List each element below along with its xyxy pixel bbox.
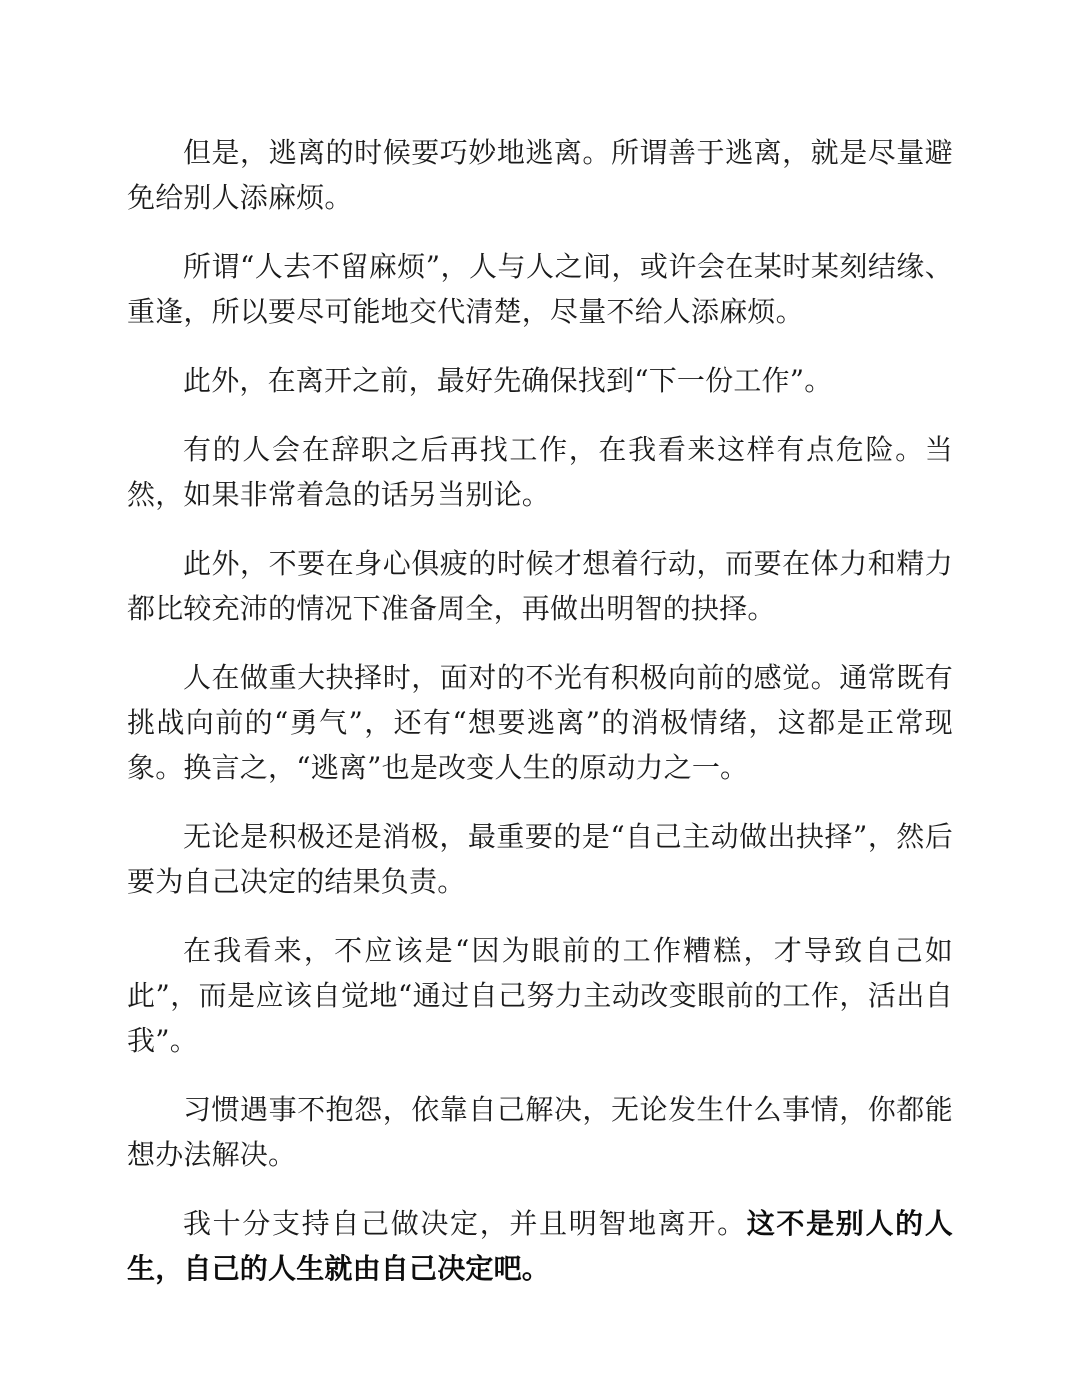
paragraph-10-normal-text: 我十分支持自己做决定，并且明智地离开。 — [183, 1207, 747, 1240]
paragraph-3: 此外，在离开之前，最好先确保找到“下一份工作”。 — [183, 364, 833, 397]
paragraph-10 — [127, 1201, 953, 1291]
paragraph-7: 无论是积极还是消极，最重要的是“自己主动做出抉择”，然后要为自己决定的结果负责。 — [127, 820, 953, 898]
paragraph-6: 人在做重大抉择时，面对的不光有积极向前的感觉。通常既有挑战向前的“勇气”，还有“想要逃离”的消极情绪，这都是正常现象。换言之，“逃离”也是改变人生的原动力之一。 — [127, 661, 953, 784]
paragraph-4: 有的人会在辞职之后再找工作，在我看来这样有点危险。当然，如果非常着急的话另当别论。 — [127, 433, 953, 511]
paragraph-2: 所谓“人去不留麻烦”，人与人之间，或许会在某时某刻结缘、重逢，所以要尽可能地交代清楚，尽量不给人添麻烦。 — [127, 250, 953, 328]
paragraph-9: 习惯遇事不抱怨，依靠自己解决，无论发生什么事情，你都能想办法解决。 — [127, 1093, 953, 1171]
paragraph-1: 但是，逃离的时候要巧妙地逃离。所谓善于逃离，就是尽量避免给别人添麻烦。 — [127, 136, 953, 214]
paragraph-5: 此外，不要在身心俱疲的时候才想着行动，而要在体力和精力都比较充沛的情况下准备周全，再做出明智的抉择。 — [127, 547, 953, 625]
paragraph-8: 在我看来，不应该是“因为眼前的工作糟糕，才导致自己如此”，而是应该自觉地“通过自己努力主动改变眼前的工作，活出自我”。 — [127, 934, 953, 1057]
paragraph-10-bold-text: 这不是别人的人生，自己的人生就由自己决定吧。 — [127, 1207, 953, 1285]
document-body — [127, 130, 953, 1315]
